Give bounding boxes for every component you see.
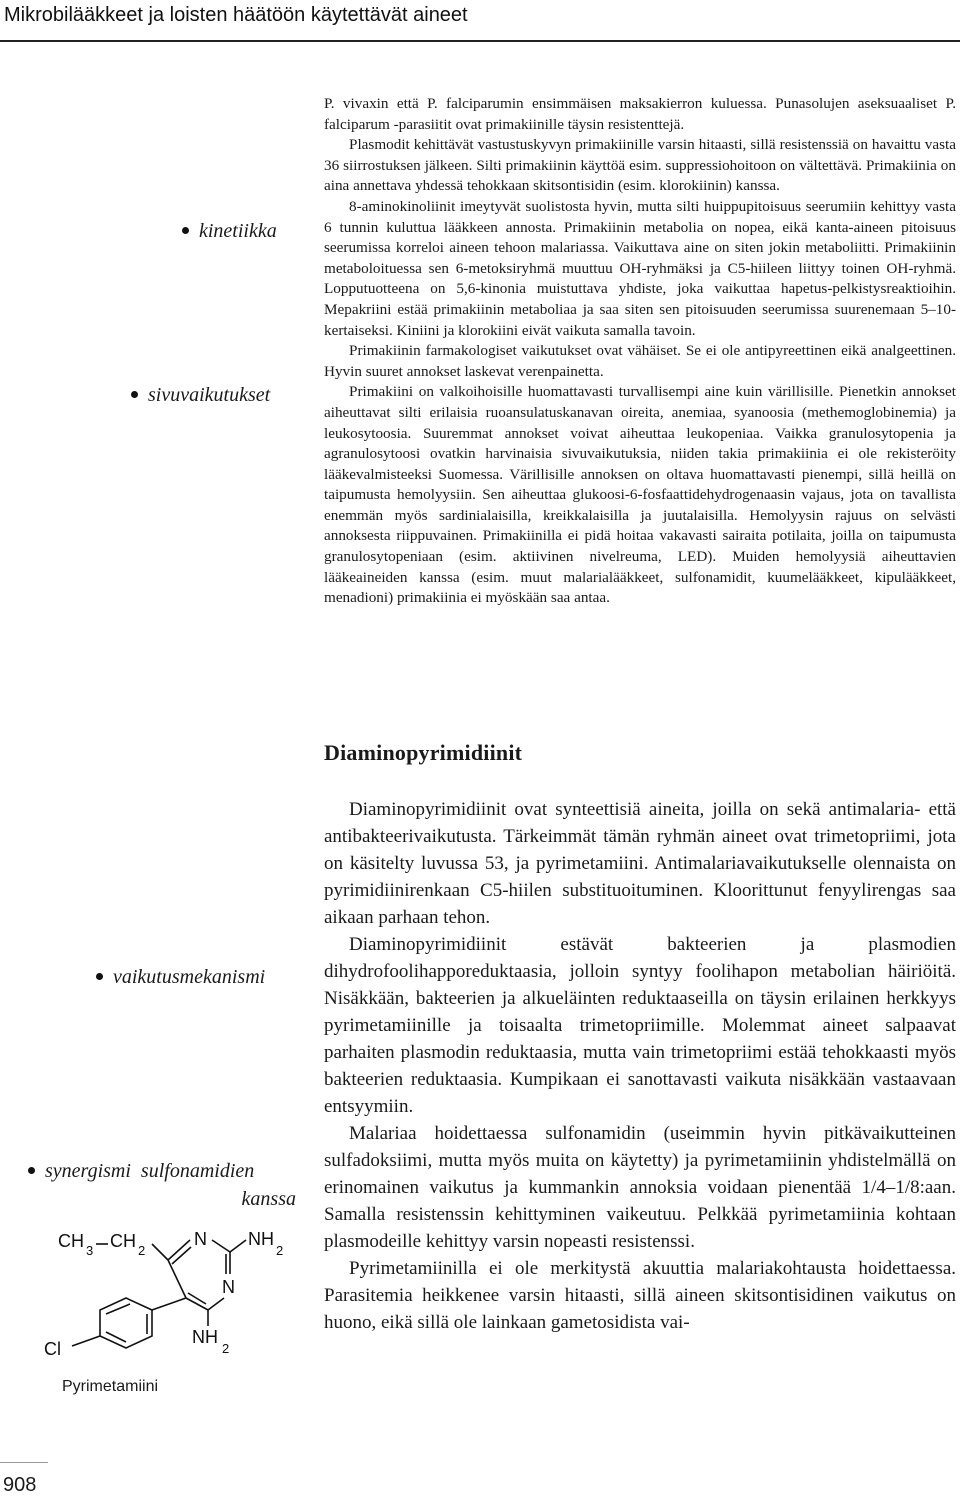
body-text-diaminopyrimidiinit bbox=[324, 796, 956, 1336]
bond bbox=[152, 1244, 168, 1260]
bond bbox=[152, 1298, 186, 1310]
bullet-icon bbox=[131, 391, 138, 398]
body-text-primakiini bbox=[324, 94, 956, 609]
running-header: Mikrobilääkkeet ja loisten häätöön käytettävät aineet bbox=[4, 4, 468, 26]
atom-subscript: 2 bbox=[276, 1243, 284, 1258]
paragraph: Plasmodit kehittävät vastustuskyvyn primakiinille varsin hitaasti, sillä resistenssiä on havaittu vasta 36 siirrostuksen jälkeen. Silti primakiinin käyttöä esim. suppressiohoitoon on vältettävä. Primakiinia on aina annettava yhdessä tehokkaan skitsontisidin (esim. klorokiinin) kanssa. bbox=[324, 136, 956, 195]
margin-note-label: kinetiikka bbox=[199, 220, 277, 242]
margin-note-synergismi bbox=[28, 1157, 296, 1213]
margin-note-kinetiikka bbox=[182, 220, 277, 243]
paragraph: Primakiini on valkoihoisille huomattavasti turvallisempi aine kuin värillisille. Pienetkin annokset aiheuttavat silti erilaisia ruoansulatuskanavan oireita, anemiaa, syanoosia (methemoglobinemia) ja leukosytoosia. Suuremmat annokset voivat aiheuttaa leukopeniaa. Vaikka granulosytopenia ja agranulosytoosi ovatkin harvinaisia sivuvaikutuksia, niiden takia primakiinia ei ole rekisteröity lääkevalmisteeksi Suomessa. Värillisille annoksen on oltava huomattavasti pienempi, sillä heillä on taipumusta hemolyysiin. Sen aiheuttaa glukoosi-6-fosfaattidehydrogenaasin vajaus, jota on tavallista enemmän myös sardinialaisilla, kreikkalaisilla ja juutalaisilla. Hemolyysin rajuus on selvästi annoksesta riippuvainen. Primakiinilla ei pidä hoitaa vakavasti sairaita potilaita, joilla on taipumusta granulosytopeniaan (esim. aktiivinen nivelreuma, LED). Muiden hemolyysiä aiheuttavien lääkeaineiden kanssa (esim. muut malarialääkkeet, sulfonamidit, kuumelääkkeet, kipulääkkeet, menadioni) primakiinia ei myöskään saa antaa. bbox=[324, 383, 956, 607]
paragraph: Pyrimetamiinilla ei ole merkitystä akuuttia malariakohtausta hoidettaessa. Parasitemia heikkenee varsin hitaasti, sillä aineen skitsontisidinen vaikutus on huono, eikä sillä ole lainkaan gametosidista vai- bbox=[324, 1258, 956, 1333]
atom-label-n2: N bbox=[222, 1277, 235, 1297]
structure-caption: Pyrimetamiini bbox=[62, 1378, 159, 1395]
bond bbox=[212, 1240, 230, 1252]
header-rule bbox=[0, 40, 960, 42]
atom-label-nh2-top: NH bbox=[248, 1229, 274, 1249]
page-number: 908 bbox=[3, 1474, 37, 1496]
margin-note-label-line2: kanssa bbox=[241, 1188, 296, 1210]
atom-subscript: 3 bbox=[86, 1243, 94, 1258]
bond bbox=[230, 1240, 246, 1252]
atom-subscript: 2 bbox=[222, 1341, 230, 1356]
pyrimethamine-structure bbox=[30, 1222, 300, 1402]
margin-note-vaikutusmekanismi bbox=[96, 966, 265, 989]
margin-note-label: vaikutusmekanismi bbox=[113, 966, 266, 988]
atom-label-ch3: CH bbox=[58, 1231, 84, 1251]
atom-label-n1: N bbox=[194, 1229, 207, 1249]
bullet-icon bbox=[28, 1167, 35, 1174]
margin-note-label: sivuvaikutukset bbox=[148, 384, 271, 406]
margin-note-sivuvaikutukset bbox=[131, 384, 270, 407]
bullet-icon bbox=[182, 227, 189, 234]
paragraph: Malariaa hoidettaessa sulfonamidin (useimmin hyvin pitkävaikutteinen sulfadoksiimi, mutta myös muita on käytetty) ja pyrimetamiinin yhdistelmällä on erinomainen vaikutus ja kummankin annoksia voidaan pienentää 1/4–1/8:aan. Samalla resistenssin kehittyminen vaikeutuu. Pelkkää pyrimetamiinia kohtaan plasmodeille kehittyy varsin nopeasti resistenssi. bbox=[324, 1123, 956, 1252]
atom-label-cl: Cl bbox=[44, 1339, 61, 1359]
paragraph: P. vivaxin että P. falciparumin ensimmäisen maksakierron kuluessa. Punasolujen aseksuaaliset P. falciparum -parasiitit ovat primakiinille täysin resistenttejä. bbox=[324, 95, 956, 133]
bond bbox=[72, 1336, 100, 1346]
paragraph: Diaminopyrimidiinit ovat synteettisiä aineita, joilla on sekä antimalaria- että antibakteerivaikutusta. Tärkeimmät tämän ryhmän aineet ovat trimetopriimi, jota on käsitelty luvussa 53, ja pyrimetamiini. Antimalariavaikutukselle olennaista on pyrimidiinirenkaan C5-hiilen substituoituminen. Kloorittunut fenyylirengas saa aikaan parhaan tehon. bbox=[324, 799, 956, 928]
bond bbox=[188, 1293, 206, 1304]
bond bbox=[172, 1247, 191, 1264]
atom-label-nh2-bottom: NH bbox=[192, 1327, 218, 1347]
paragraph: Diaminopyrimidiinit estävät bakteerien ja plasmodien dihydrofoolihapporeduktaasia, jolloin syntyy foolihapon metabolian häiriöitä. Nisäkkään, bakteerien ja alkueläinten reduktaaseilla on täysin erilainen herkkyys pyrimetamiinille ja toisaalta trimetopriimille. Molemmat aineet salpaavat parhaiten plasmodin reduktaasia, mutta vain trimetopriimi estää tehokkaasti myös bakteerien reduktaasia. Kumpikaan ei sanottavasti vaikuta nisäkkään vastaavaan entsyymiin. bbox=[324, 934, 956, 1117]
bond bbox=[208, 1298, 224, 1310]
section-title: Diaminopyrimidiinit bbox=[324, 740, 523, 765]
bullet-icon bbox=[96, 973, 103, 980]
paragraph: 8-aminokinoliinit imeytyvät suolistosta hyvin, mutta silti huippupitoisuus seerumiin kehittyy vasta 6 tunnin kuluttua lääkkeen annosta. Primakiinin metabolia on nopea, eikä kanta-aineen pitoisuus seerumissa korreloi aineen tehoon malariassa. Vaikuttava aine on siten jokin metaboliitti. Primakiinin metaboloituessa sen 6-metoksiryhmä muuttuu OH-ryhmäksi ja C5-hiileen liittyy toinen OH-ryhmä. Lopputuotteena on 5,6-kinonia muistuttava yhdiste, joka vaikuttaa hapetus-pelkistysreaktioihin. Mepakriini estää primakiinin metaboliaa ja saa siten sen pitoisuuden seerumissa suurenemaan 5–10-kertaiseksi. Kiniini ja klorokiini eivät vaikuta samalla tavoin. bbox=[324, 197, 956, 339]
atom-subscript: 2 bbox=[138, 1243, 146, 1258]
margin-note-label: synergismi sulfonamidien bbox=[45, 1160, 255, 1182]
bond bbox=[168, 1260, 186, 1298]
atom-label-ch2: CH bbox=[110, 1231, 136, 1251]
paragraph: Primakiinin farmakologiset vaikutukset ovat vähäiset. Se ei ole antipyreettinen eikä analgeettinen. Hyvin suuret annokset laskevat verenpainetta. bbox=[324, 342, 956, 380]
footer-rule bbox=[0, 1462, 48, 1463]
